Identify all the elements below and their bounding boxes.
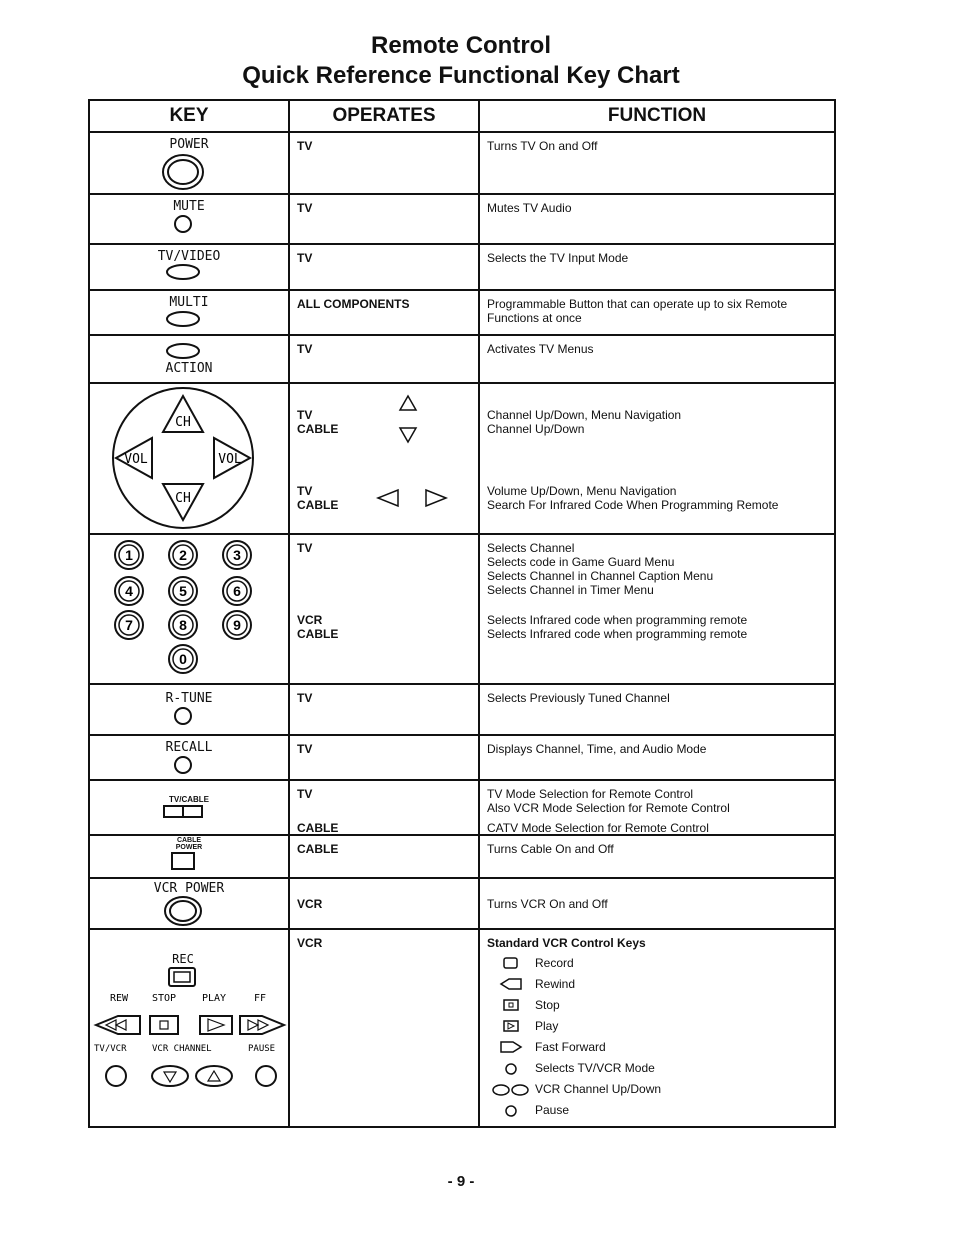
vcr-channel-icon [487,1082,535,1096]
operates-cell: TV [289,684,479,735]
function-line: CATV Mode Selection for Remote Control [487,821,709,835]
function-cell [479,383,835,534]
function-cell [479,780,835,835]
function-cell [479,929,835,1127]
operates-cell: TV [289,244,479,290]
power-label: POWER [169,137,209,152]
list-item-label: Play [535,1018,559,1033]
op-line: CABLE [297,498,339,512]
digit-4-button-icon [115,577,143,605]
key-cell [89,132,289,194]
ch-down-text: CH [175,491,191,506]
digit-2-button-icon [169,541,197,569]
pause-button-icon [256,1066,276,1086]
pause-icon [487,1103,535,1117]
digit-8-button-icon [169,611,197,639]
operates-cell: ALL COMPONENTS [289,290,479,335]
digit-6-text: 6 [233,583,241,599]
vol-up-small-icon [426,490,446,506]
fn-group [487,408,681,436]
channel-volume-pad-icon [90,384,290,532]
key-cell [89,878,289,929]
rew-text: REW [110,993,129,1004]
digit-7-text: 7 [125,617,133,633]
table-row [89,244,835,290]
table-row [89,878,835,929]
page-title-line2: Quick Reference Functional Key Chart [242,62,680,89]
table-row [89,132,835,194]
list-item [487,973,834,994]
key-cell [89,335,289,383]
digit-3-button-icon [223,541,251,569]
rtune-label: R-TUNE [165,691,213,706]
list-item [487,1036,834,1057]
cablepower-button-icon [90,851,290,871]
list-item-label: Fast Forward [535,1039,606,1054]
list-item-label: VCR Channel Up/Down [535,1081,662,1096]
digit-5-text: 5 [179,583,187,599]
tvcable-label: TV/CABLE [169,795,209,804]
list-item-label: Selects TV/VCR Mode [535,1060,655,1075]
function-line: Also VCR Mode Selection for Remote Control [487,801,730,815]
small-arrow-icons [370,394,460,524]
page-title-line1: Remote Control [371,32,551,59]
table-row [89,780,835,835]
function-line: Functions at once [487,311,582,325]
list-item [487,1015,834,1036]
action-button-icon [90,341,290,361]
ch-up-text: CH [175,415,191,430]
rtune-button-icon [90,706,290,728]
operates-cell [289,534,479,684]
digit-7-button-icon [115,611,143,639]
function-line: Selects Channel [487,541,575,555]
record-icon [487,956,535,970]
digit-0-button-icon [169,645,197,673]
stop-button-icon [150,1016,178,1034]
fn-group [487,484,778,512]
op-group [297,484,338,512]
operates-cell: TV [289,132,479,194]
key-cell [89,383,289,534]
op-line: CABLE [297,422,339,436]
ff-text: FF [254,993,267,1004]
digit-9-text: 9 [233,617,241,633]
cablepower-label-1: CABLE [176,837,202,844]
list-item [487,952,834,973]
op-line: VCR [297,613,323,627]
key-cell [89,684,289,735]
key-cell [89,735,289,780]
operates-cell: CABLE [289,835,479,878]
stop-icon [487,998,535,1012]
fn-group [487,613,747,641]
table-row [89,290,835,335]
function-line: Volume Up/Down, Menu Navigation [487,484,677,498]
vcrpower-button-icon [90,896,290,928]
function-cell: Turns VCR On and Off [479,878,835,929]
op-line: TV [297,787,313,801]
function-cell: Selects Previously Tuned Channel [479,684,835,735]
table-row [89,929,835,1127]
table-row [89,534,835,684]
function-line: Programmable Button that can operate up to six Remote [487,297,788,311]
key-cell [89,290,289,335]
table-row [89,383,835,534]
digit-0-text: 0 [179,651,187,667]
rewind-icon [487,977,535,991]
key-cell [89,194,289,244]
pause-text: PAUSE [248,1044,276,1054]
function-line: Channel Up/Down [487,422,585,436]
vol-right-text: VOL [218,452,242,467]
tvvcr-text: TV/VCR [94,1044,127,1054]
key-cell [89,780,289,835]
ch-down-small-icon [400,428,416,442]
function-cell: Turns TV On and Off [479,132,835,194]
function-cell: Mutes TV Audio [479,194,835,244]
operates-cell: VCR [289,929,479,1127]
op-line: TV [297,541,313,555]
mute-label: MUTE [173,199,205,214]
table-row [89,335,835,383]
digit-1-button-icon [115,541,143,569]
vol-left-text: VOL [124,452,148,467]
digit-4-text: 4 [125,583,133,599]
digit-2-text: 2 [179,547,187,563]
function-line: Search For Infrared Code When Programming Remote [487,498,779,512]
tvcable-button-icon [90,804,290,820]
op-line: TV [297,408,313,422]
header-operates: OPERATES [289,100,479,132]
key-cell [89,835,289,878]
header-function: FUNCTION [479,100,835,132]
operates-cell [289,383,479,534]
function-cell [479,534,835,684]
function-cell [479,290,835,335]
digit-6-button-icon [223,577,251,605]
page-number: - 9 - [447,1173,475,1190]
digit-5-button-icon [169,577,197,605]
list-item-label: Stop [535,997,560,1012]
rewind-button-icon [96,1016,140,1034]
power-button-icon [90,152,290,190]
vcrchannel-text: VCR CHANNEL [152,1044,212,1054]
record-button-icon [169,968,195,986]
action-label: ACTION [165,361,213,376]
function-cell: Selects the TV Input Mode [479,244,835,290]
list-item [487,1078,834,1099]
mute-button-icon [90,214,290,236]
header-key: KEY [89,100,289,132]
op-group [297,408,338,436]
digit-8-text: 8 [179,617,187,633]
function-line: Selects Infrared code when programming remote [487,627,748,641]
key-cell [89,534,289,684]
vol-down-small-icon [378,490,398,506]
play-text: PLAY [202,993,227,1004]
key-chart-table [88,99,836,1128]
cablepower-label-2: POWER [175,844,203,851]
key-cell [89,244,289,290]
key-cell [89,929,289,1127]
multi-button-icon [90,310,290,328]
list-item-label: Record [535,955,574,970]
digit-9-button-icon [223,611,251,639]
play-button-icon [200,1016,232,1034]
operates-cell: TV [289,335,479,383]
operates-cell: VCR [289,878,479,929]
fast-forward-button-icon [240,1016,284,1034]
function-line: Selects Channel in Channel Caption Menu [487,569,714,583]
list-item [487,1057,834,1078]
function-cell: Activates TV Menus [479,335,835,383]
op-line: TV [297,484,313,498]
function-line: Selects Channel in Timer Menu [487,583,654,597]
function-line: Selects code in Game Guard Menu [487,555,675,569]
tvvcr-icon [487,1061,535,1075]
vcr-channel-up-icon [196,1066,232,1086]
table-row [89,194,835,244]
tvvcr-button-icon [106,1066,126,1086]
operates-cell [289,780,479,835]
rec-label: REC [172,952,194,966]
op-line: CABLE [297,627,339,641]
op-line: CABLE [297,821,339,835]
table-row [89,835,835,878]
multi-label: MULTI [169,295,209,310]
function-line: Selects Infrared code when programming remote [487,613,748,627]
table-row [89,684,835,735]
function-line: TV Mode Selection for Remote Control [487,787,694,801]
vcrpower-label: VCR POWER [153,881,225,896]
list-item-label: Pause [535,1102,570,1117]
function-cell: Turns Cable On and Off [479,835,835,878]
list-item [487,1099,834,1120]
ch-up-small-icon [400,396,416,410]
list-item-label: Rewind [535,976,576,991]
digit-1-text: 1 [125,547,133,563]
number-keypad-icon [90,535,290,681]
tvvideo-button-icon [90,264,290,282]
header-row [89,100,835,132]
stop-text: STOP [152,993,177,1004]
play-icon [487,1019,535,1033]
tvvideo-label: TV/VIDEO [157,249,221,264]
operates-cell: TV [289,735,479,780]
operates-cell: TV [289,194,479,244]
function-cell: Displays Channel, Time, and Audio Mode [479,735,835,780]
function-line: Channel Up/Down, Menu Navigation [487,408,682,422]
list-item [487,994,834,1015]
vcr-keys-heading: Standard VCR Control Keys [487,936,646,950]
recall-label: RECALL [165,740,213,755]
recall-button-icon [90,755,290,777]
digit-3-text: 3 [233,547,241,563]
table-row [89,735,835,780]
op-group [297,613,338,641]
fast-forward-icon [487,1040,535,1054]
